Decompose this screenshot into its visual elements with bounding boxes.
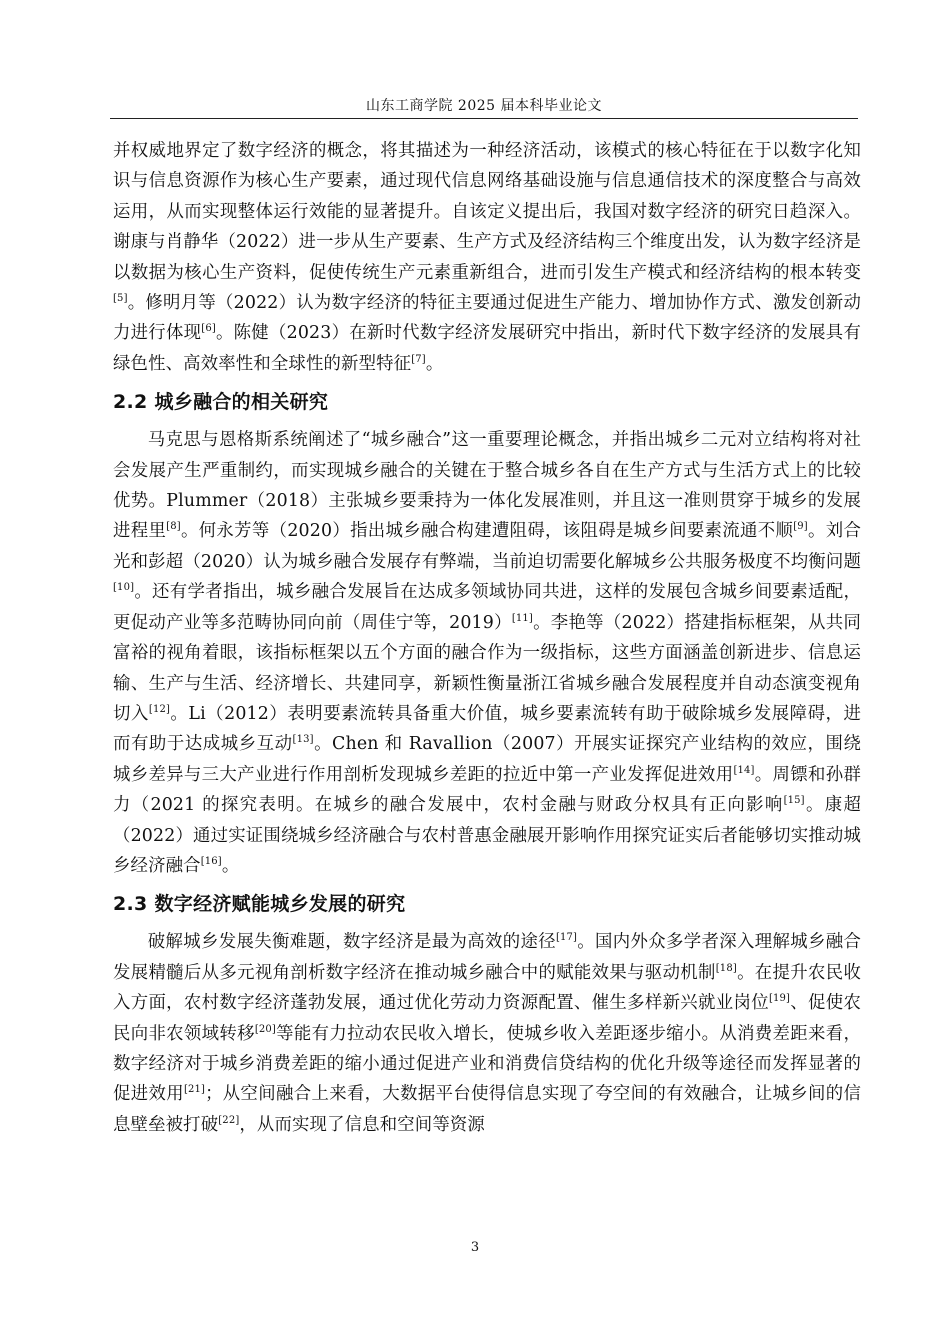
section-heading-2-2: 2.2 城乡融合的相关研究: [113, 391, 329, 414]
citation-marker: [13]: [292, 734, 314, 746]
text-run: 并权威地界定了数字经济的概念，将其描述为一种经济活动，该模式的核心特征在于以数字化知识与信息资源作为核心生产要素，通过现代信息网络基础设施与信息通信技术的深度整合与高效运用，从而实现整体运行效能的显著提升。自该定义提出后，我国对数字经济的研究日趋深入。谢康与肖静华（2022）进一步从生产要素、生产方式及经济结构三个维度出发，认为数字经济是以数据为核心生产资料，促使传统生产元素重新组合，进而引发生产模式和经济结构的根本转变: [113, 141, 861, 283]
citation-marker: [5]: [113, 293, 128, 305]
citation-marker: [22]: [218, 1114, 240, 1126]
citation-marker: [11]: [511, 612, 533, 624]
text-run: 。Chen 和 Ravallion（2007）开展实证探究产业结构的效应，围绕城乡差异与三大产业进行作用剖析发现城乡差距的拉近中第一产业发挥促进效用: [113, 734, 861, 785]
text-run: 。刘合光和彭超（2020）认为城乡融合发展存有弊端，当前迫切需要化解城乡公共服务极度不均衡问题: [113, 521, 861, 572]
text-run: ，从而实现了信息和空间等资源: [239, 1114, 485, 1135]
citation-marker: [6]: [201, 323, 216, 335]
text-run: 。修明月等（2022）认为数字经济的特征主要通过促进生产能力、增加协作方式、激发创新动力进行体现: [113, 293, 861, 344]
header-rule: [110, 118, 858, 119]
citation-marker: [8]: [166, 521, 181, 533]
citation-marker: [19]: [768, 993, 791, 1005]
text-run: 。康超（2022）通过实证围绕城乡经济融合与农村普惠金融展开影响作用探究证实后者能够切实推动城乡经济融合: [113, 795, 861, 876]
text-run: 马克思与恩格斯系统阐述了“城乡融合”这一重要理论概念，并指出城乡二元对立结构将对社会发展产生严重制约，而实现城乡融合的关键在于整合城乡各自在生产方式与生活方式上的比较优势。Plummer（2018）主张城乡要秉持为一体化发展准则，并且这一准则贯穿于城乡的发展进程里: [113, 430, 861, 542]
text-run: 。周镖和孙群力（2021 的探究表明。在城乡的融合发展中，农村金融与财政分权具有正向影响: [113, 764, 861, 816]
text-run: 、促使农民向非农领域转移: [113, 993, 861, 1044]
citation-marker: [10]: [113, 582, 135, 594]
paragraph-urban-rural-integration: [113, 425, 861, 881]
text-run: 。在提升农民收入方面，农村数字经济蓬勃发展，通过优化劳动力资源配置、催生多样新兴就业岗位: [113, 962, 861, 1014]
citation-marker: [18]: [715, 962, 737, 974]
citation-marker: [21]: [183, 1084, 206, 1096]
citation-marker: [12]: [148, 704, 171, 716]
text-run: 等能有力拉动农民收入增长，使城乡收入差距逐步缩小。从消费差距来看，数字经济对于城乡消费差距的缩小通过促进产业和消费信贷结构的优化升级等途径而发挥显著的促进效用: [113, 1023, 861, 1105]
text-run: 。李艳等（2022）搭建指标框架，从共同富裕的视角着眼，该指标框架以五个方面的融合作为一级指标，这些方面涵盖创新进步、信息运输、生产与生活、经济增长、共建同享，新颖性衡量浙江省城乡融合发展程度并自动态演变视角切入: [113, 612, 861, 724]
text-run: 破解城乡发展失衡难题，数字经济是最为高效的途径: [147, 932, 556, 953]
citation-marker: [20]: [254, 1023, 276, 1035]
text-run: 。: [221, 855, 240, 876]
text-run: 。何永芳等（2020）指出城乡融合构建遭阻碍，该阻碍是城乡间要素流通不顺: [180, 521, 794, 542]
page-body: [113, 136, 861, 1140]
page-number: 3: [470, 1240, 480, 1255]
text-run: 。: [425, 353, 444, 374]
running-header: 山东工商学院 2025 届本科毕业论文: [365, 98, 603, 114]
text-run: 。陈健（2023）在新时代数字经济发展研究中指出，新时代下数字经济的发展具有绿色性、高效率性和全球性的新型特征: [113, 323, 861, 374]
text-run: ；从空间融合上来看，大数据平台使得信息实现了夸空间的有效融合，让城乡间的信息壁垒被打破: [113, 1084, 861, 1135]
section-heading-2-3: 2.3 数字经济赋能城乡发展的研究: [113, 893, 406, 916]
citation-marker: [7]: [411, 354, 426, 366]
citation-marker: [15]: [783, 795, 805, 807]
text-run: 。Li（2012）表明要素流转具备重大价值，城乡要素流转有助于破除城乡发展障碍，进而有助于达成城乡互动: [113, 703, 861, 755]
citation-marker: [9]: [793, 521, 808, 533]
citation-marker: [14]: [733, 764, 755, 776]
paragraph-digital-economy-definition: [113, 136, 861, 379]
citation-marker: [16]: [200, 856, 222, 868]
citation-marker: [17]: [555, 932, 578, 944]
text-run: 。还有学者指出，城乡融合发展旨在达成多领域协同共进，这样的发展包含城乡间要素适配，更促动产业等多范畴协同向前（周佳宁等，2019）: [113, 582, 861, 633]
text-run: 。国内外众多学者深入理解城乡融合发展精髓后从多元视角剖析数字经济在推动城乡融合中的赋能效果与驱动机制: [113, 932, 861, 983]
paragraph-digital-economy-empowerment: [113, 927, 861, 1140]
